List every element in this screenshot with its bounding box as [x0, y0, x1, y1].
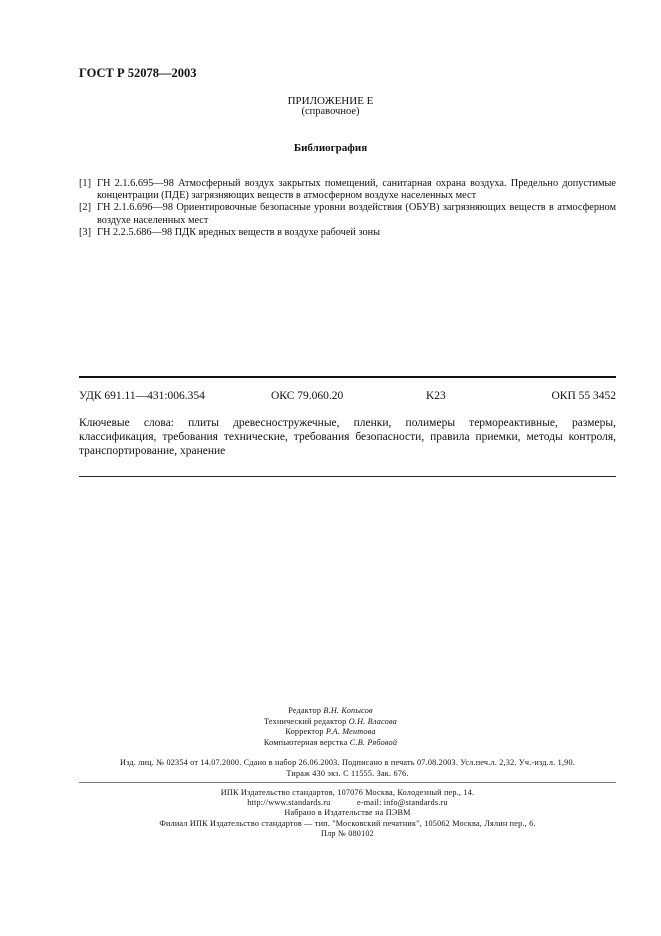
udk-code: УДК 691.11—431:006.354 — [79, 390, 205, 402]
bibliography-item — [79, 202, 616, 226]
k-code: K23 — [426, 390, 446, 402]
credits-block — [0, 706, 661, 748]
appendix-subtitle: (справочное) — [301, 106, 360, 117]
classification-top-rule — [79, 376, 616, 378]
publisher-contacts — [79, 798, 616, 808]
ref-number: [3] — [79, 226, 92, 238]
okp-code: ОКП 55 3452 — [551, 390, 616, 402]
publisher-line-5: Плр № 080102 — [321, 828, 374, 838]
ref-number: [1] — [79, 178, 92, 189]
keywords-text: Ключевые слова: плиты древесностружечные, пленки, полимеры термореактивные, размеры, классификация, требования технические, требования безопасности, правила приемки, методы контроля, транспортирование, хранение — [79, 417, 616, 457]
email-link[interactable]: e-mail: info@standards.ru — [356, 798, 448, 808]
corrector-line: Корректор Р.А. Ментова — [285, 727, 376, 737]
oks-code: ОКС 79.060.20 — [271, 390, 344, 402]
document-code: ГОСТ Р 52078—2003 — [79, 66, 197, 80]
ref-number: [2] — [79, 202, 92, 214]
imprint-divider — [79, 782, 616, 783]
keywords-bottom-rule — [79, 476, 616, 477]
layout-line: Компьютерная верстка С.В. Рябовой — [263, 737, 398, 747]
publisher-line-1: ИПК Издательство стандартов, 107076 Москва, Колодезный пер., 14. — [220, 788, 475, 797]
ref-text: ГН 2.1.6.695—98 Атмосферный воздух закрытых помещений, санитарная охрана воздуха. Предельно допустимые концентрации (ПДЕ) загрязняющих веществ в атмосферном воздухе населенных мест — [97, 178, 616, 202]
imprint-line-1: Изд. лиц. № 02354 от 14.07.2000. Сдано в набор 26.06.2003. Подписано в печать 07.08.2003. Усл.печ.л. 2,32. Уч.-изд.л. 1,90. — [120, 758, 575, 767]
imprint-line-2: Тираж 430 экз. С 11555. Зак. 676. — [286, 768, 409, 778]
ref-text: ГН 2.2.5.686—98 ПДК вредных веществ в воздухе рабочей зоны — [97, 226, 381, 238]
tech-editor-line: Технический редактор О.Н. Власова — [264, 716, 397, 726]
publisher-line-3: Набрано в Издательстве на ПЭВМ — [284, 808, 411, 818]
appendix-heading — [0, 95, 661, 117]
bibliography-title: Библиография — [293, 142, 368, 154]
appendix-title: ПРИЛОЖЕНИЕ Е — [287, 95, 374, 107]
editor-line: Редактор В.Н. Копысов — [288, 706, 373, 715]
bibliography-list — [79, 178, 616, 239]
bibliography-item — [79, 227, 616, 239]
website-link[interactable]: http://www.standards.ru — [247, 798, 331, 808]
ref-text: ГН 2.1.6.696—98 Ориентировочные безопасные уровни воздействия (ОБУВ) загрязняющих веществ в атмосферном воздухе населенных мест — [97, 202, 616, 226]
publisher-block — [79, 788, 616, 839]
bibliography-item — [79, 178, 616, 202]
publisher-line-4: Филиал ИПК Издательство стандартов — тип. "Московский печатник", 105062 Москва, Лялин пер., 6. — [159, 818, 536, 828]
imprint-block — [79, 758, 616, 779]
